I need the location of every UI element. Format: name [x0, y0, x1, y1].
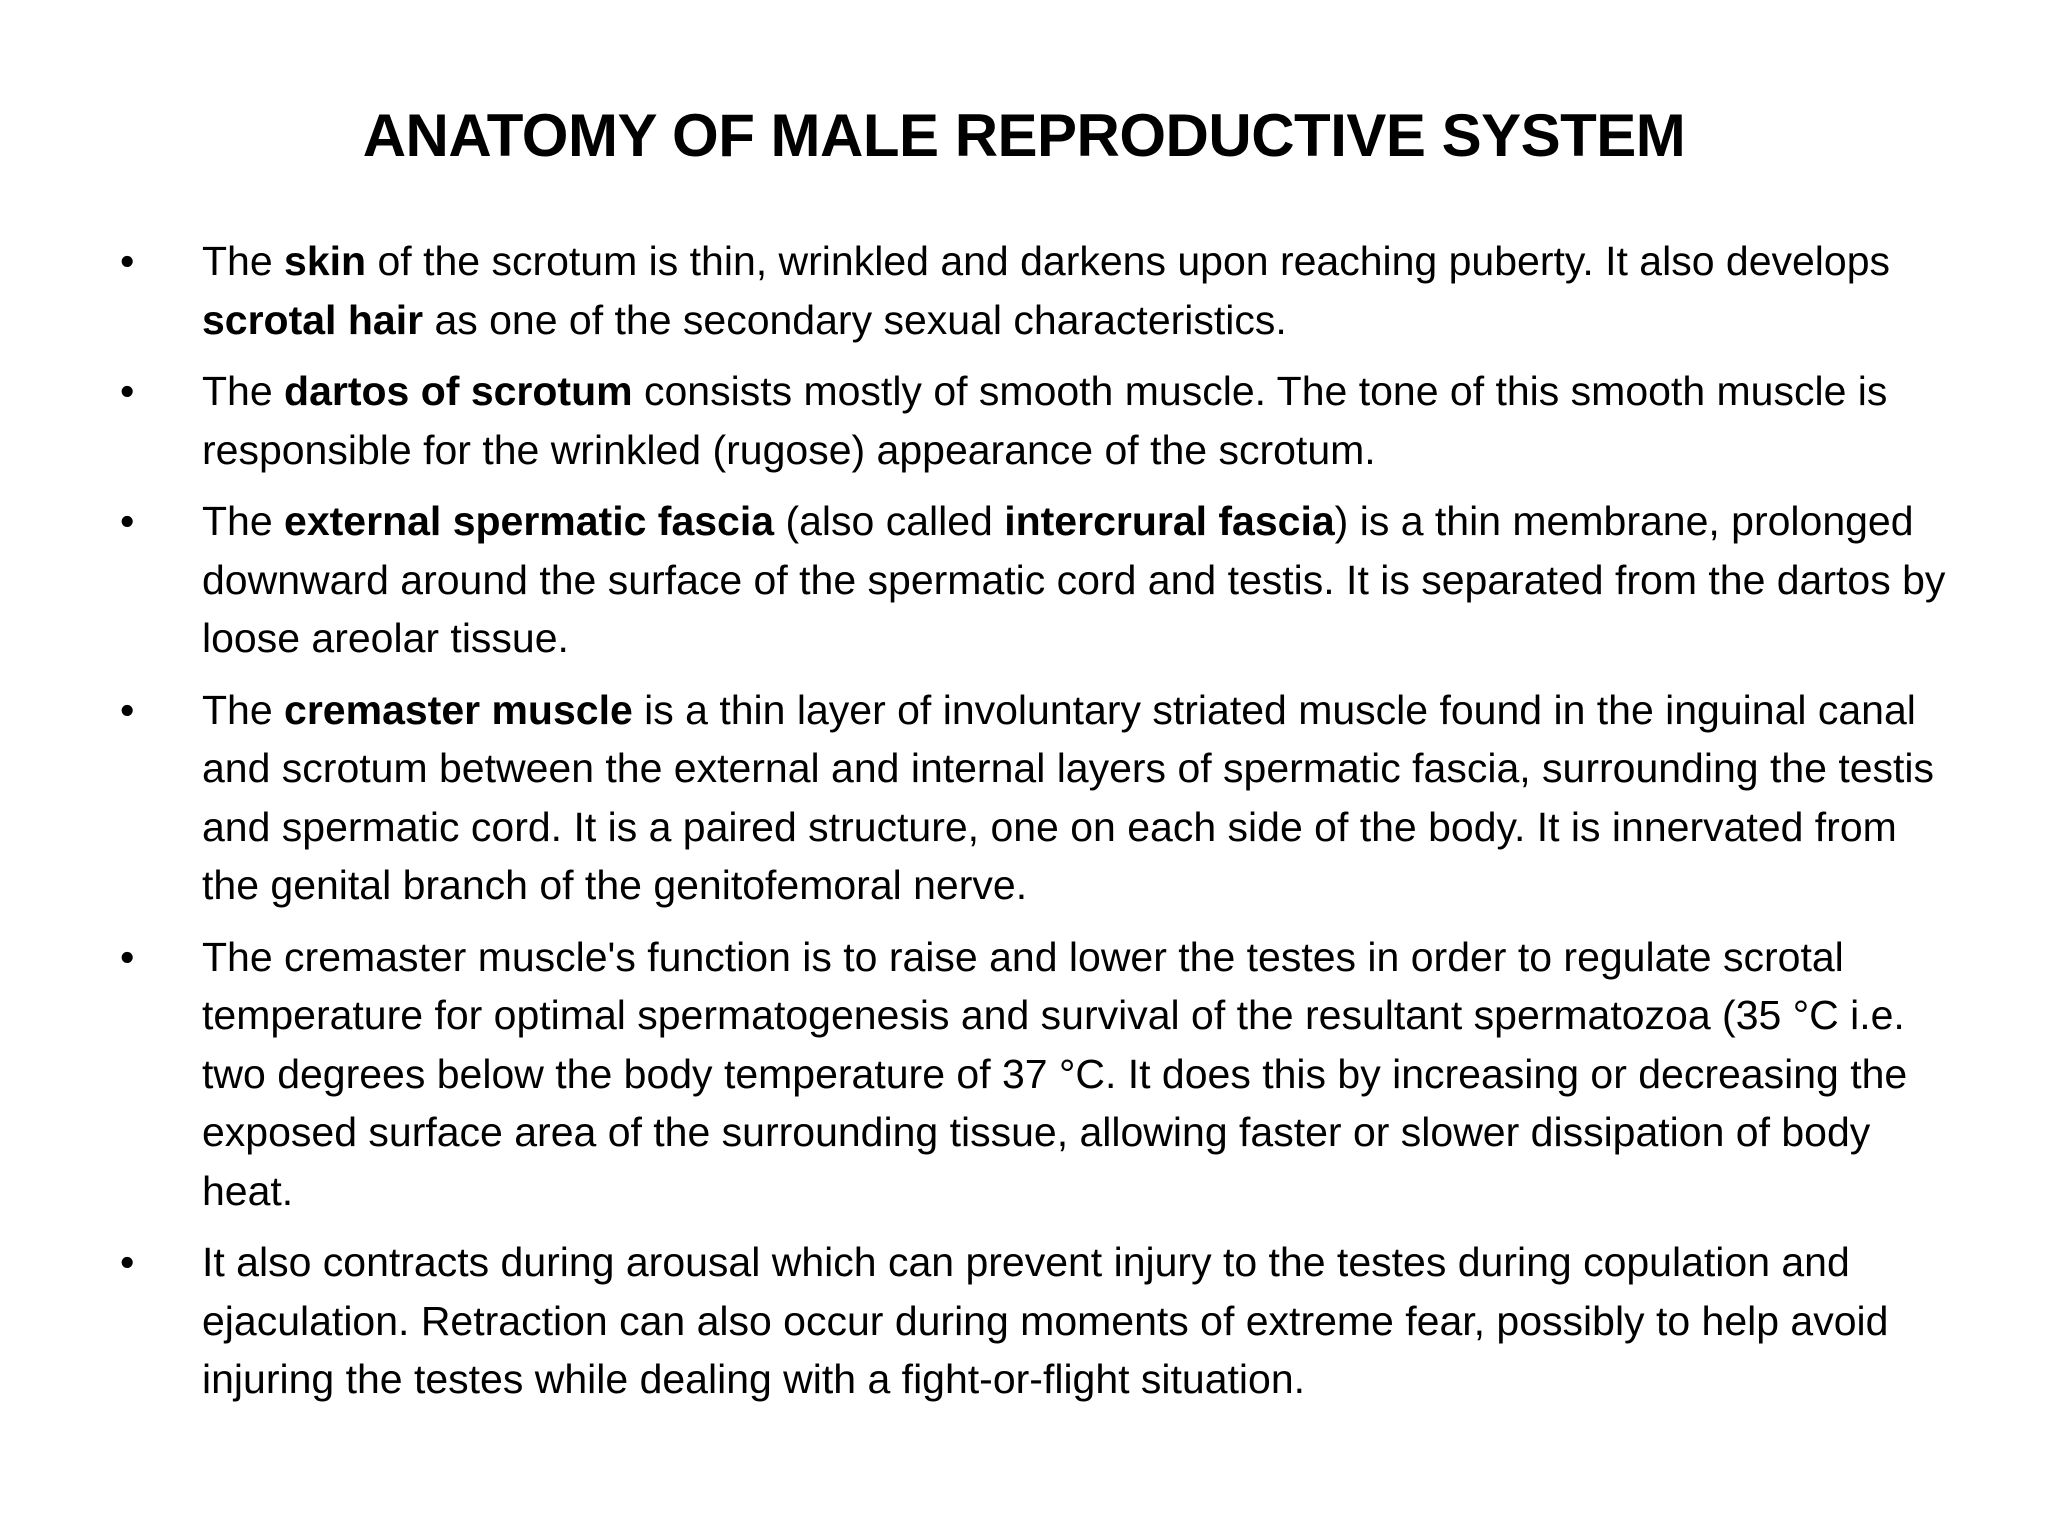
- bullet-item: [118, 362, 1958, 479]
- bold-term: dartos of scrotum: [284, 368, 633, 414]
- bold-term: intercrural fascia: [1004, 498, 1335, 544]
- bullet-item: [118, 492, 1958, 668]
- text-segment: of the scrotum is thin, wrinkled and darkens upon reaching puberty. It also develops: [366, 238, 1891, 284]
- bullet-marker: •: [120, 368, 135, 414]
- bold-term: scrotal hair: [202, 296, 424, 343]
- text-segment: The: [202, 238, 285, 284]
- text-segment: consists mostly of smooth muscle. The tone of this smooth muscle is responsible for the wrinkled (rugose) appearance of the scrotum.: [202, 368, 1888, 473]
- text-segment: (also called: [774, 498, 1005, 544]
- bold-term: external spermatic fascia: [284, 498, 775, 544]
- bullet-text: [202, 238, 1890, 343]
- text-segment: The: [202, 498, 285, 544]
- text-segment: is a thin layer of involuntary striated muscle found in the inguinal canal and scrotum between the external and internal layers of spermatic fascia, surrounding the testis and spermatic cord. It is a paired structure, one on each side of the body. It is innervated from the genital branch of the genitofemoral nerve.: [202, 686, 1935, 908]
- text-segment: The cremaster muscle's function is to raise and lower the testes in order to regulate scrotal temperature for optimal spermatogenesis and survival of the resultant spermatozoa (35 °C i.e. two degrees below the body temperature of 37 °C. It does this by increasing or decreasing the exposed surface area of the surrounding tissue, allowing faster or slower dissipation of body heat.: [202, 933, 1908, 1214]
- bullet-item: [118, 1233, 1958, 1409]
- bullet-item: [118, 681, 1958, 915]
- bullet-item: [118, 928, 1958, 1221]
- bullet-marker: •: [120, 238, 135, 284]
- bullet-marker: •: [120, 933, 135, 980]
- bullet-text: [202, 934, 1907, 1214]
- bullet-marker: •: [120, 498, 135, 544]
- bullet-text: [202, 687, 1934, 909]
- bullet-text: [202, 368, 1887, 473]
- bold-term: skin: [284, 238, 367, 284]
- bullet-text: [202, 498, 1945, 661]
- text-segment: It also contracts during arousal which can prevent injury to the testes during copulation and ejaculation. Retraction can also occur during moments of extreme fear, possibly to help avoid injuring the testes while dealing with a fight-or-flight situation.: [202, 1239, 1889, 1402]
- text-segment: as one of the secondary sexual characteristics.: [423, 296, 1287, 343]
- bullet-text: [202, 1239, 1888, 1402]
- slide-title: ANATOMY OF MALE REPRODUCTIVE SYSTEM: [362, 102, 1686, 169]
- text-segment: The: [202, 686, 285, 733]
- text-segment: ) is a thin membrane, prolonged downward around the surface of the spermatic cord and testis. It is separated from the dartos by loose areolar tissue.: [202, 498, 1946, 661]
- text-segment: The: [202, 368, 285, 414]
- bullet-marker: •: [120, 1239, 135, 1285]
- bullet-marker: •: [120, 686, 135, 733]
- bullet-item: [118, 232, 1958, 349]
- bullet-list: [118, 232, 1958, 1422]
- bold-term: cremaster muscle: [284, 686, 633, 733]
